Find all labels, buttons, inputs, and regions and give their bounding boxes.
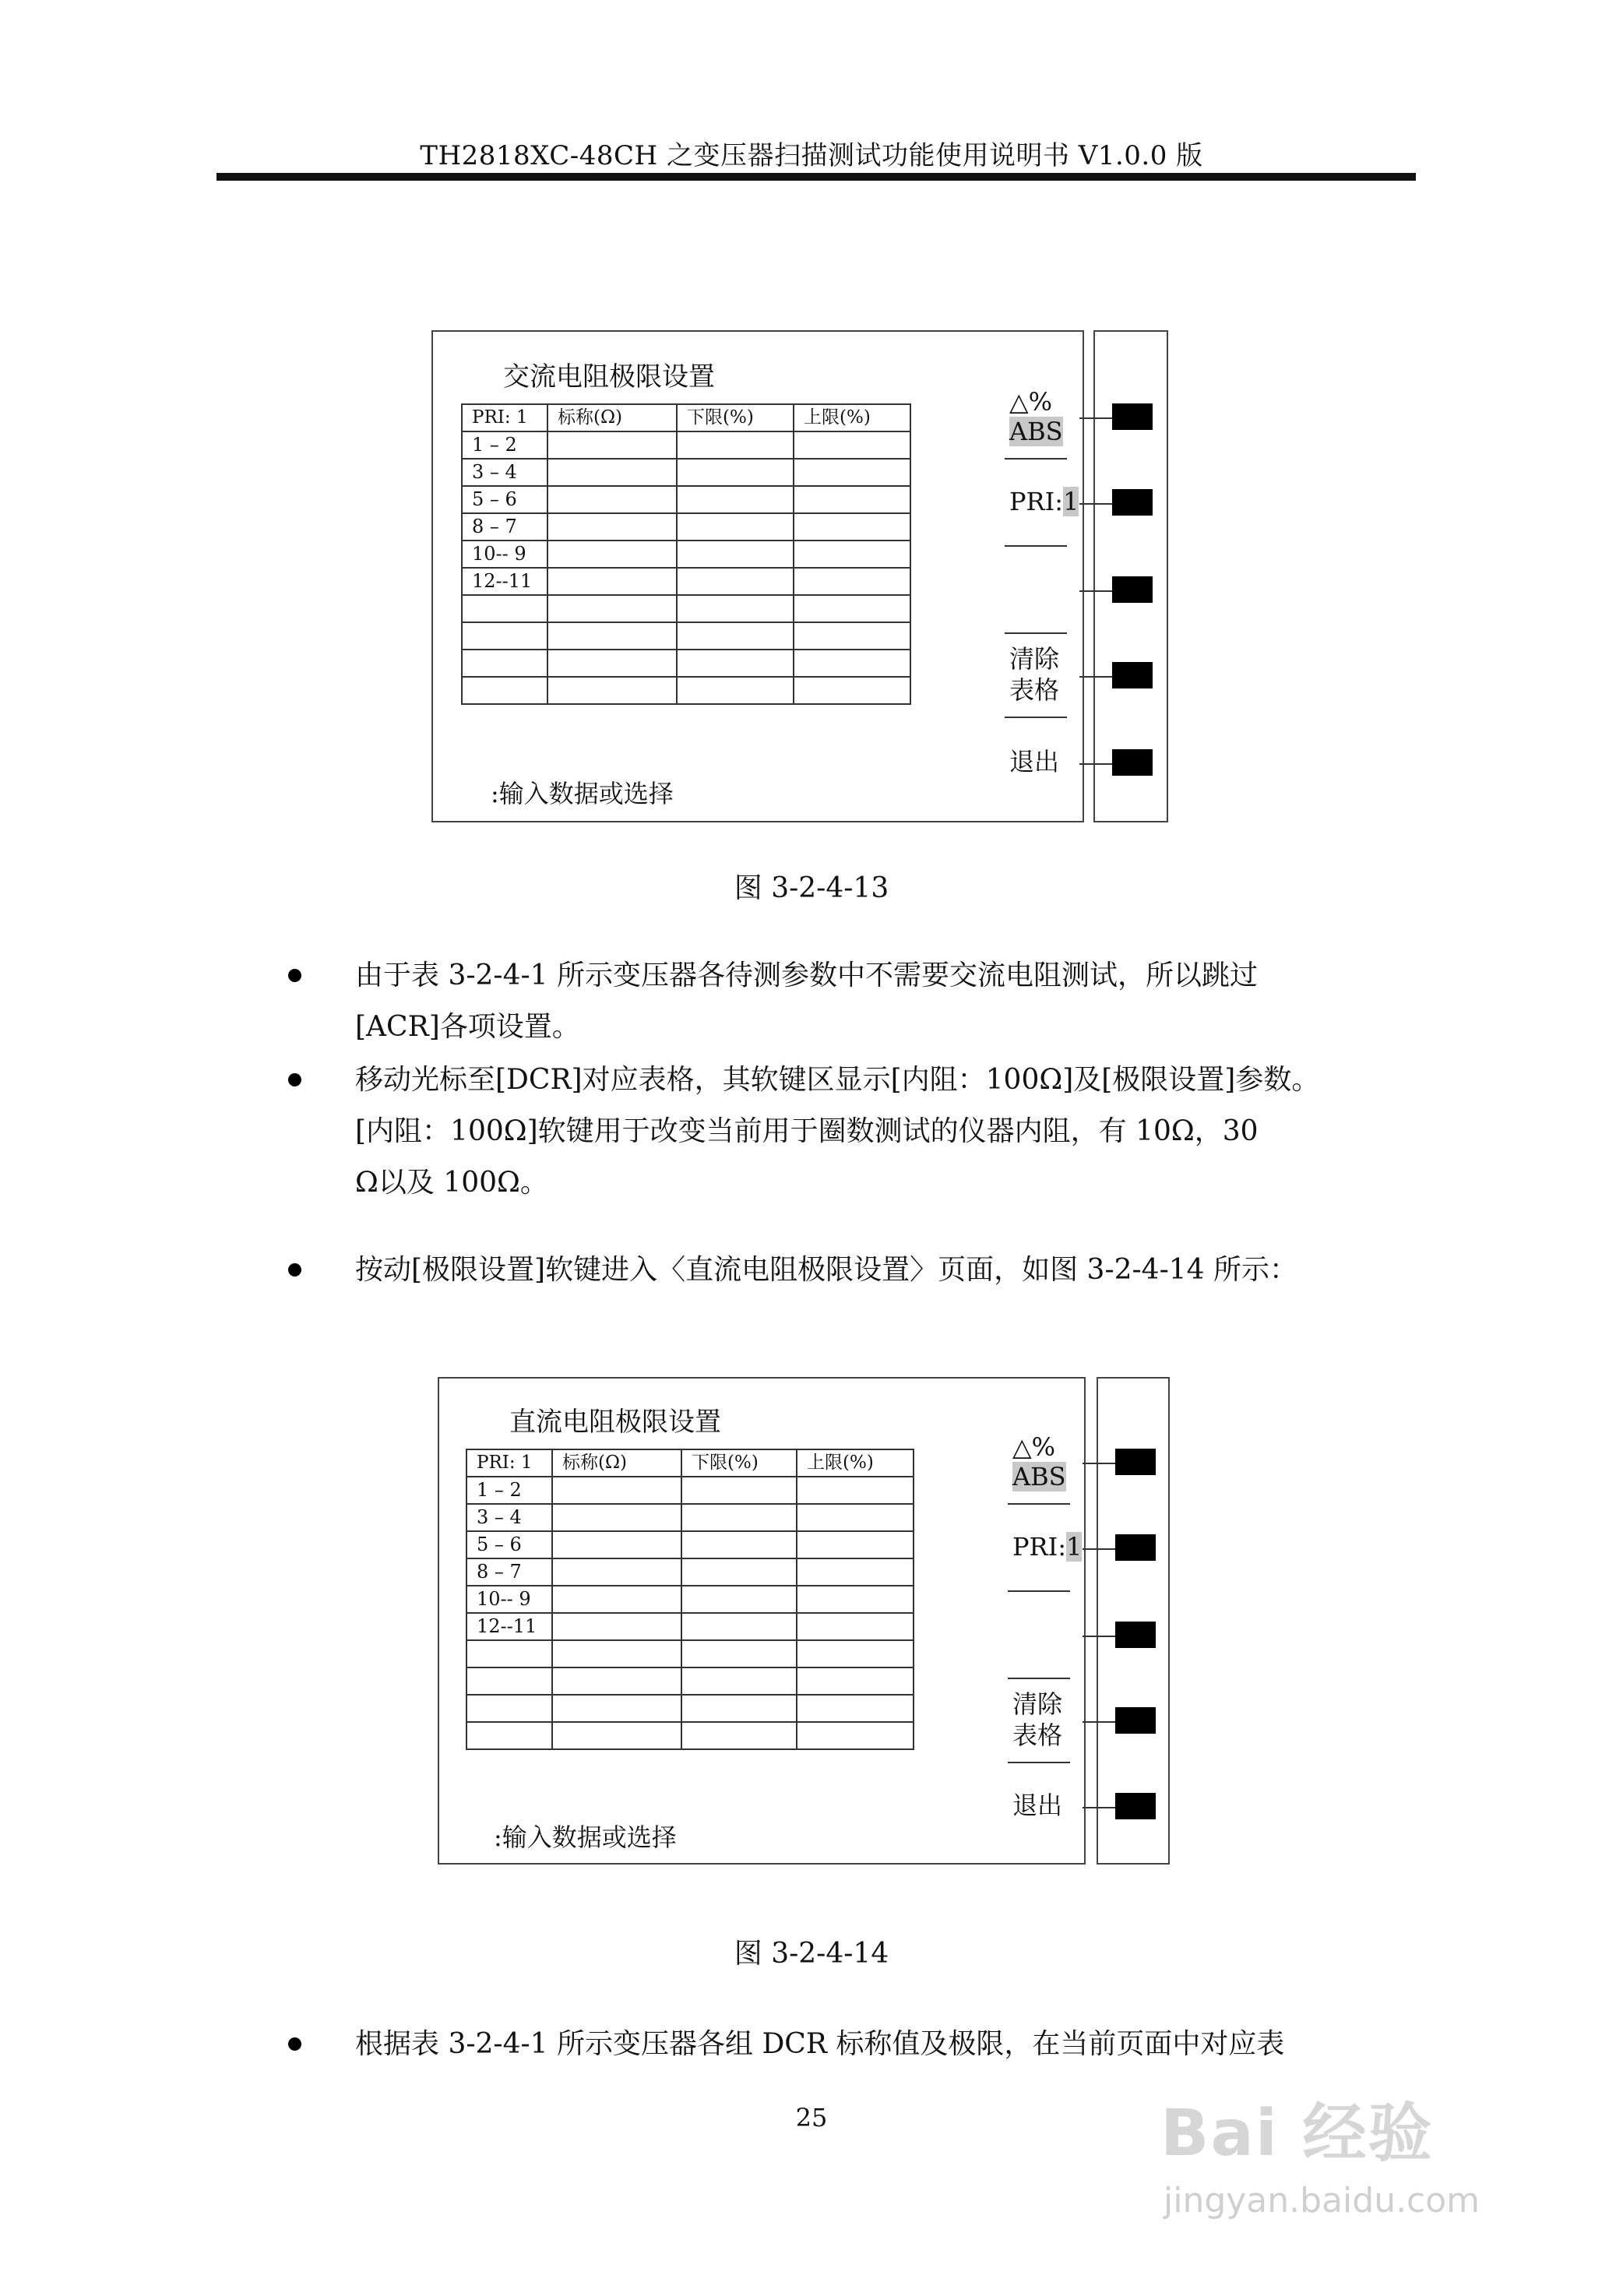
table-row: [462, 513, 910, 541]
table-row: [466, 1504, 914, 1531]
table-header-row: [462, 404, 910, 431]
softkey-lead: [1083, 1721, 1117, 1723]
winding-label: [462, 677, 547, 704]
softkey-pri[interactable]: PRI:1: [1012, 1532, 1083, 1562]
figure1-title: 交流电阻极限设置: [503, 361, 715, 393]
softkey-lead: [1079, 503, 1114, 505]
table-row: [462, 486, 910, 513]
table-header-row: [466, 1449, 914, 1477]
figure2-limits-table: [466, 1449, 914, 1750]
softkey-lead: [1083, 1807, 1117, 1808]
table-row: [462, 595, 910, 622]
table-row: [466, 1558, 914, 1586]
softkey-button-3[interactable]: [1115, 1622, 1156, 1648]
bullet-icon: [288, 1073, 301, 1086]
softkey-button-4[interactable]: [1112, 662, 1153, 688]
col-nominal: 标称(Ω): [552, 1449, 681, 1477]
col-pri: PRI: 1: [462, 404, 547, 431]
winding-label: 3 – 4: [466, 1504, 552, 1531]
bullet-icon: [288, 1263, 301, 1277]
softkey-button-5[interactable]: [1112, 749, 1153, 776]
winding-label: 12--11: [466, 1613, 552, 1640]
winding-label: [462, 622, 547, 650]
figure1-limits-table: [461, 403, 911, 705]
softkey-mode-delta[interactable]: △%: [1012, 1432, 1056, 1462]
softkey-separator: [1008, 1590, 1070, 1592]
softkey-lead: [1083, 1636, 1117, 1637]
softkey-mode-abs[interactable]: [1012, 1461, 1066, 1492]
softkey-separator: [1005, 632, 1067, 634]
softkey-exit[interactable]: 退出: [1009, 747, 1060, 776]
winding-label: 1 – 2: [462, 431, 547, 459]
softkey-button-2[interactable]: [1115, 1534, 1156, 1561]
softkey-lead: [1079, 417, 1114, 419]
winding-label: 10-- 9: [462, 541, 547, 568]
softkey-mode-abs[interactable]: [1009, 416, 1063, 447]
selected-mode: ABS: [1012, 1462, 1066, 1491]
winding-label: [466, 1640, 552, 1667]
winding-label: 1 – 2: [466, 1477, 552, 1504]
figure1-caption: 图 3-2-4-13: [734, 872, 889, 904]
softkey-button-4[interactable]: [1115, 1707, 1156, 1734]
watermark-logo: Bai 经验: [1160, 2097, 1434, 2171]
figure1-prompt: :输入数据或选择: [491, 779, 674, 808]
winding-label: [466, 1722, 552, 1749]
table-row: [462, 677, 910, 704]
header-title: TH2818XC-48CH 之变压器扫描测试功能使用说明书 V1.0.0 版: [420, 140, 1203, 171]
softkey-separator: [1005, 458, 1067, 460]
col-pri: PRI: 1: [466, 1449, 552, 1477]
bullet-icon: [288, 2037, 301, 2051]
figure2-caption: 图 3-2-4-14: [734, 1938, 889, 1970]
softkey-separator: [1005, 717, 1067, 718]
table-row: [466, 1695, 914, 1722]
table-row: [462, 622, 910, 650]
winding-label: 5 – 6: [462, 486, 547, 513]
paragraph-1: 由于表 3-2-4-1 所示变压器各待测参数中不需要交流电阻测试，所以跳过 [ACR]各项设置。: [355, 960, 1258, 1043]
softkey-lead: [1083, 1463, 1117, 1464]
figure2-prompt: :输入数据或选择: [494, 1822, 677, 1852]
header-rule: [217, 173, 1416, 181]
table-row: [462, 431, 910, 459]
softkey-lead: [1083, 1548, 1117, 1550]
bullet-icon: [288, 969, 301, 982]
softkey-lead: [1079, 590, 1114, 592]
softkey-lead: [1079, 763, 1114, 765]
page-number: 25: [795, 2103, 828, 2132]
softkey-button-1[interactable]: [1112, 403, 1153, 430]
table-row: [462, 459, 910, 486]
table-row: [466, 1667, 914, 1695]
paragraph-4: 根据表 3-2-4-1 所示变压器各组 DCR 标称值及极限，在当前页面中对应表: [355, 2028, 1285, 2060]
table-row: [466, 1586, 914, 1613]
paragraph-2: 移动光标至[DCR]对应表格，其软键区显示[内阻：100Ω]及[极限设置]参数。 [内阻：100Ω]软键用于改变当前用于圈数测试的仪器内阻，有 10Ω，30 Ω以及 100Ω。: [355, 1064, 1320, 1199]
softkey-button-5[interactable]: [1115, 1793, 1156, 1819]
col-nominal: 标称(Ω): [547, 404, 677, 431]
softkey-clear-table[interactable]: 清除 表格: [1012, 1689, 1063, 1750]
col-upper: 上限(%): [794, 404, 910, 431]
softkey-separator: [1008, 1503, 1070, 1505]
table-row: [466, 1722, 914, 1749]
winding-label: 3 – 4: [462, 459, 547, 486]
col-lower: 下限(%): [677, 404, 794, 431]
winding-label: [462, 650, 547, 677]
softkey-pri[interactable]: PRI:1: [1009, 487, 1079, 516]
pri-value: 1: [1066, 1532, 1083, 1562]
paragraph-3: 按动[极限设置]软键进入〈直流电阻极限设置〉页面，如图 3-2-4-14 所示：: [355, 1254, 1297, 1286]
softkey-separator: [1008, 1678, 1070, 1679]
table-row: [462, 568, 910, 595]
selected-mode: ABS: [1009, 417, 1063, 446]
winding-label: [466, 1667, 552, 1695]
softkey-separator: [1008, 1762, 1070, 1763]
softkey-exit[interactable]: 退出: [1012, 1791, 1063, 1820]
table-row: [466, 1640, 914, 1667]
winding-label: 10-- 9: [466, 1586, 552, 1613]
softkey-button-1[interactable]: [1115, 1449, 1156, 1475]
softkey-button-2[interactable]: [1112, 489, 1153, 516]
winding-label: 12--11: [462, 568, 547, 595]
table-row: [466, 1531, 914, 1558]
col-upper: 上限(%): [797, 1449, 914, 1477]
winding-label: 8 – 7: [466, 1558, 552, 1586]
watermark-url: jingyan.baidu.com: [1164, 2181, 1480, 2220]
winding-label: [466, 1695, 552, 1722]
winding-label: [462, 595, 547, 622]
col-lower: 下限(%): [681, 1449, 797, 1477]
winding-label: 5 – 6: [466, 1531, 552, 1558]
table-row: [462, 650, 910, 677]
softkey-separator: [1005, 545, 1067, 547]
softkey-lead: [1079, 676, 1114, 678]
figure2-title: 直流电阻极限设置: [509, 1407, 721, 1438]
table-row: [462, 541, 910, 568]
softkey-clear-table[interactable]: 清除 表格: [1009, 644, 1060, 705]
softkey-mode-delta[interactable]: △%: [1009, 387, 1053, 417]
softkey-button-3[interactable]: [1112, 576, 1153, 603]
table-row: [466, 1477, 914, 1504]
winding-label: 8 – 7: [462, 513, 547, 541]
pri-value: 1: [1063, 487, 1079, 516]
table-row: [466, 1613, 914, 1640]
